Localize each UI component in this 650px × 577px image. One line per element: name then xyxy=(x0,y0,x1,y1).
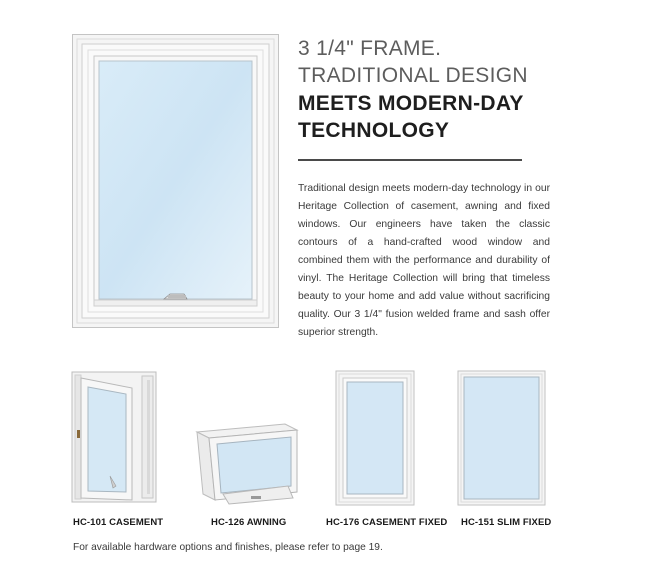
caption-hc-126: HC-126 AWNING xyxy=(211,517,287,528)
caption-hc-176: HC-176 CASEMENT FIXED xyxy=(326,517,448,528)
caption-hc-151: HC-151 SLIM FIXED xyxy=(461,517,552,528)
caption-hc-101: HC-101 CASEMENT xyxy=(73,517,164,528)
hero-window-image xyxy=(72,34,279,328)
footnote: For available hardware options and finishes, please refer to page 19. xyxy=(73,542,383,553)
headline-line-1: 3 1/4" FRAME. xyxy=(298,37,442,60)
hc-126-awning-image xyxy=(193,420,300,506)
hc-101-casement-image xyxy=(70,370,162,506)
hc-176-casement-fixed-image xyxy=(335,370,415,506)
description-paragraph: Traditional design meets modern-day technology in our Heritage Collection of casement, awning and fixed windows. Our engineers have taken the classic contours of a hand-crafted wood window and combined them with the performance and durability of vinyl. The Heritage Collection will bring that timeless beauty to your home and add value without sacrificing quality. Our 3 1/4" fusion welded frame and sash offer superior strength. xyxy=(298,183,550,338)
headline-line-4: TECHNOLOGY xyxy=(298,119,450,142)
headline-line-3: MEETS MODERN-DAY xyxy=(298,92,524,115)
hc-151-slim-fixed-image xyxy=(457,370,546,506)
headline-divider xyxy=(298,159,522,161)
headline-line-2: TRADITIONAL DESIGN xyxy=(298,64,528,87)
